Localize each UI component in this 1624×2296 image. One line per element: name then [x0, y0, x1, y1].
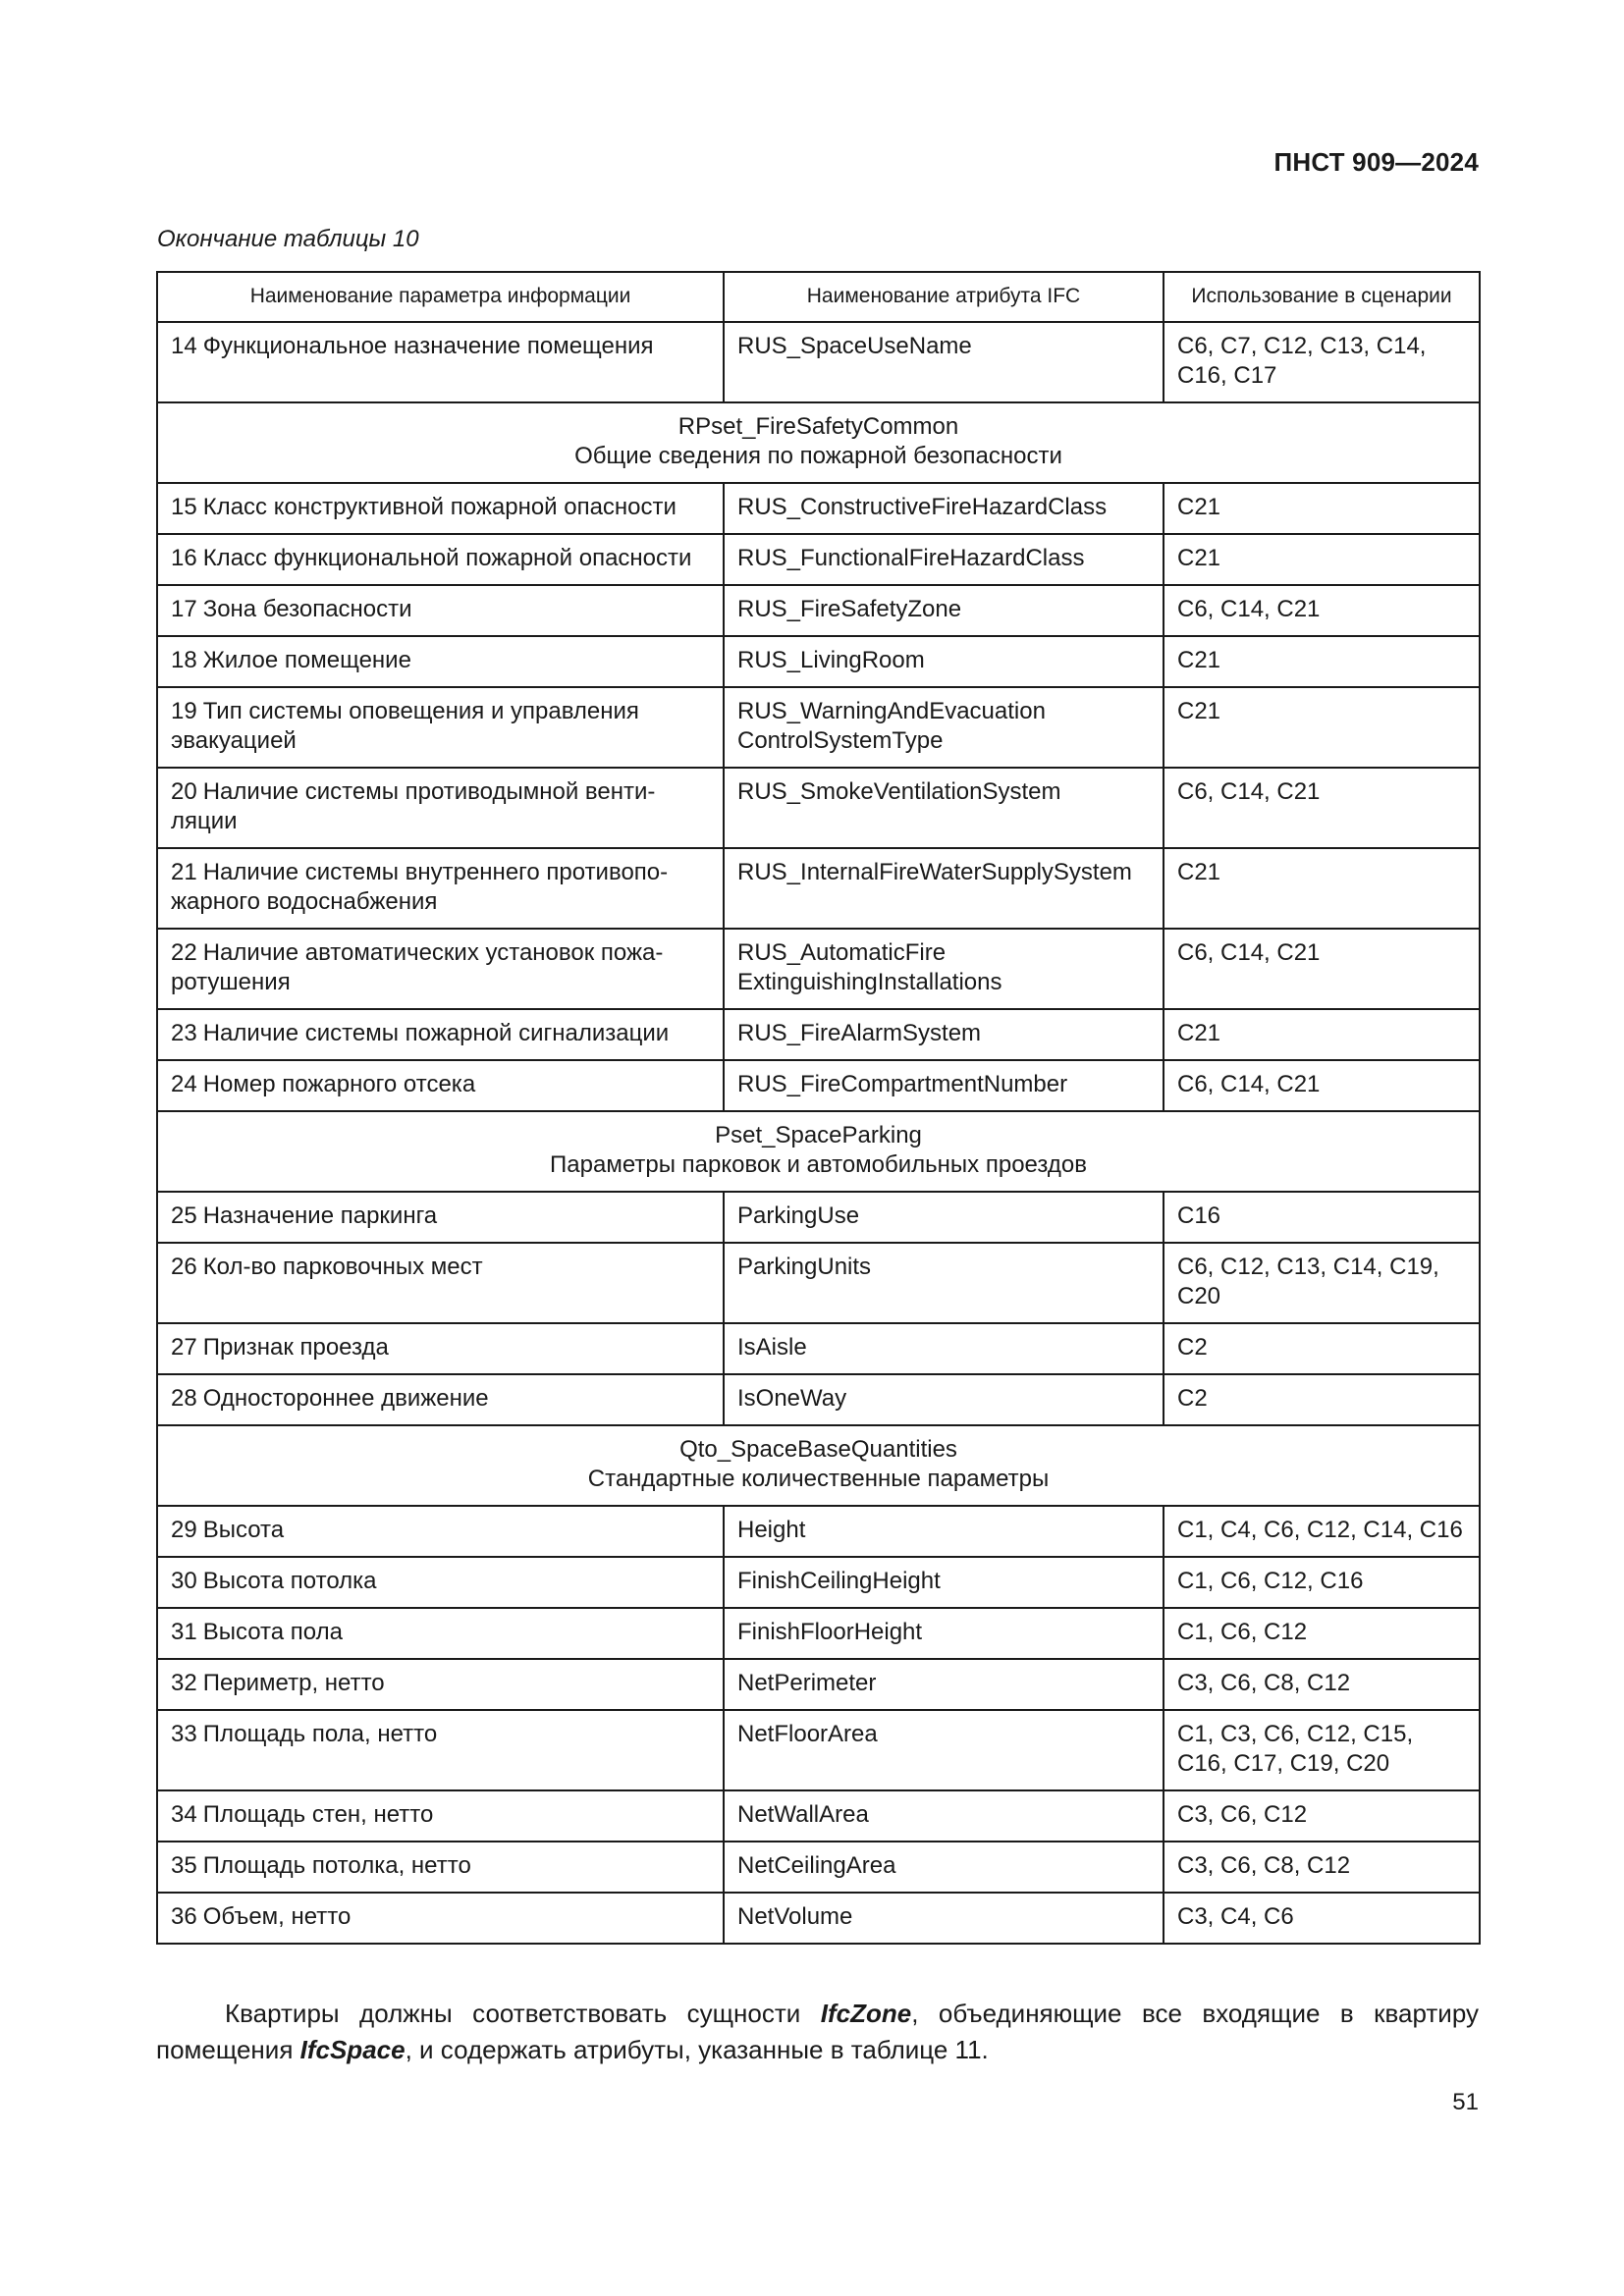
ifc-attribute-cell: RUS_InternalFireWaterSupplySystem	[724, 848, 1164, 929]
param-name-cell	[157, 1557, 724, 1608]
table-row	[157, 636, 1480, 687]
param-name-cell	[157, 1009, 724, 1060]
row-number: 19	[171, 698, 197, 724]
ifc-attribute-cell: NetCeilingArea	[724, 1842, 1164, 1893]
param-name: Высота	[202, 1517, 285, 1543]
row-number: 20	[171, 778, 197, 805]
section-title: Qto_SpaceBaseQuantities	[679, 1436, 957, 1463]
table-row	[157, 1060, 1480, 1111]
section-row	[157, 1111, 1480, 1192]
ifc-attribute-cell: RUS_FireSafetyZone	[724, 585, 1164, 636]
scenario-usage-cell: С1, С3, С6, С12, С15, С16, С17, С19, С20	[1164, 1710, 1480, 1790]
param-name: Объем, нетто	[202, 1903, 352, 1930]
param-name: Высота пола	[202, 1619, 343, 1645]
header-ifc-attribute: Наименование атрибута IFC	[724, 272, 1164, 322]
param-name: Тип системы оповещения и управления эвакуацией	[171, 698, 639, 754]
row-number: 27	[171, 1334, 197, 1361]
param-name: Класс конструктивной пожарной опасности	[202, 494, 677, 520]
table-row	[157, 322, 1480, 402]
param-name-cell	[157, 768, 724, 848]
ifc-attribute-cell: FinishFloorHeight	[724, 1608, 1164, 1659]
row-number: 36	[171, 1903, 197, 1930]
scenario-usage-cell: С21	[1164, 687, 1480, 768]
scenario-usage-cell: С21	[1164, 636, 1480, 687]
scenario-usage-cell: С3, С6, С8, С12	[1164, 1659, 1480, 1710]
scenario-usage-cell: С6, С14, С21	[1164, 585, 1480, 636]
scenario-usage-cell: С16	[1164, 1192, 1480, 1243]
param-name-cell	[157, 534, 724, 585]
row-number: 17	[171, 596, 197, 622]
table-row	[157, 1243, 1480, 1323]
scenario-usage-cell: С6, С12, С13, С14, С19, С20	[1164, 1243, 1480, 1323]
document-code: ПНСТ 909—2024	[1273, 147, 1479, 177]
ifc-attribute-cell: Height	[724, 1506, 1164, 1557]
row-number: 15	[171, 494, 197, 520]
table-header-row	[157, 272, 1480, 322]
table-row	[157, 1710, 1480, 1790]
ifc-attribute-cell: RUS_SpaceUseName	[724, 322, 1164, 402]
section-subtitle: Параметры парковок и автомобильных проездов	[550, 1151, 1087, 1178]
section-row	[157, 1425, 1480, 1506]
section-title: RPset_FireSafetyCommon	[677, 413, 959, 440]
param-name-cell	[157, 929, 724, 1009]
param-name-cell	[157, 1608, 724, 1659]
table-row	[157, 585, 1480, 636]
scenario-usage-cell: С1, С6, С12, С16	[1164, 1557, 1480, 1608]
section-header	[157, 1111, 1480, 1192]
param-name-cell	[157, 1192, 724, 1243]
page-number: 51	[1452, 2089, 1479, 2115]
table-row	[157, 768, 1480, 848]
row-number: 28	[171, 1385, 197, 1412]
ifc-attribute-cell: RUS_SmokeVentilationSystem	[724, 768, 1164, 848]
row-number: 26	[171, 1254, 197, 1280]
row-number: 29	[171, 1517, 197, 1543]
param-name-cell	[157, 848, 724, 929]
row-number: 22	[171, 939, 197, 966]
section-title: Pset_SpaceParking	[715, 1122, 922, 1148]
paragraph-text-3: , и содержать атрибуты, указанные в таблице 11.	[405, 2035, 989, 2064]
scenario-usage-cell: С6, С14, С21	[1164, 768, 1480, 848]
ifc-attribute-cell: NetPerimeter	[724, 1659, 1164, 1710]
ifc-attribute-cell: ParkingUnits	[724, 1243, 1164, 1323]
param-name-cell	[157, 636, 724, 687]
section-subtitle: Стандартные количественные параметры	[587, 1466, 1050, 1492]
param-name: Наличие системы пожарной сигнализации	[202, 1020, 670, 1046]
ifc-attribute-cell: IsAisle	[724, 1323, 1164, 1374]
row-number: 14	[171, 333, 197, 359]
param-name: Наличие автоматических установок пожаротушения	[171, 939, 664, 995]
scenario-usage-cell: С21	[1164, 534, 1480, 585]
parameters-table	[156, 271, 1481, 1945]
param-name: Назначение паркинга	[202, 1202, 438, 1229]
row-number: 25	[171, 1202, 197, 1229]
table-row	[157, 1790, 1480, 1842]
table-row	[157, 687, 1480, 768]
table-row	[157, 1659, 1480, 1710]
param-name-cell	[157, 1506, 724, 1557]
param-name: Функциональное назначение помещения	[202, 333, 654, 359]
table-row	[157, 1009, 1480, 1060]
param-name: Зона безопасности	[202, 596, 412, 622]
param-name-cell	[157, 1710, 724, 1790]
param-name: Номер пожарного отсека	[202, 1071, 476, 1097]
scenario-usage-cell: С2	[1164, 1323, 1480, 1374]
param-name-cell	[157, 1243, 724, 1323]
table-row	[157, 1374, 1480, 1425]
param-name-cell	[157, 1060, 724, 1111]
ifc-attribute-cell: RUS_ConstructiveFireHazardClass	[724, 483, 1164, 534]
ifc-attribute-cell: RUS_FireCompartmentNumber	[724, 1060, 1164, 1111]
table-row	[157, 1557, 1480, 1608]
param-name-cell	[157, 585, 724, 636]
scenario-usage-cell: С3, С4, С6	[1164, 1893, 1480, 1944]
table-caption: Окончание таблицы 10	[157, 226, 419, 252]
body-paragraph	[156, 1996, 1479, 2068]
table-row	[157, 1192, 1480, 1243]
ifc-attribute-cell: RUS_FunctionalFireHazardClass	[724, 534, 1164, 585]
ifc-attribute-cell: FinishCeilingHeight	[724, 1557, 1164, 1608]
param-name-cell	[157, 1374, 724, 1425]
param-name: Площадь потолка, нетто	[202, 1852, 471, 1879]
entity-ifczone: IfcZone	[820, 1999, 912, 2028]
row-number: 24	[171, 1071, 197, 1097]
table-row	[157, 534, 1480, 585]
param-name: Площадь стен, нетто	[202, 1801, 434, 1828]
param-name-cell	[157, 1893, 724, 1944]
ifc-attribute-cell: NetWallArea	[724, 1790, 1164, 1842]
entity-ifcspace: IfcSpace	[299, 2035, 406, 2064]
param-name: Признак проезда	[202, 1334, 389, 1361]
scenario-usage-cell: С21	[1164, 848, 1480, 929]
section-row	[157, 402, 1480, 483]
table-row	[157, 1842, 1480, 1893]
paragraph-text-2: , объединяющие все входящие в квартиру помещения	[156, 1999, 1479, 2064]
table-row	[157, 483, 1480, 534]
row-number: 32	[171, 1670, 197, 1696]
row-number: 30	[171, 1568, 197, 1594]
table-row	[157, 1893, 1480, 1944]
ifc-attribute-cell: RUS_LivingRoom	[724, 636, 1164, 687]
param-name-cell	[157, 687, 724, 768]
paragraph-text-1: Квартиры должны соответствовать сущности	[225, 1999, 821, 2028]
scenario-usage-cell: С21	[1164, 1009, 1480, 1060]
param-name-cell	[157, 483, 724, 534]
param-name: Кол-во парковочных мест	[202, 1254, 483, 1280]
param-name: Наличие системы противодымной вентиляции	[171, 778, 656, 834]
row-number: 16	[171, 545, 197, 571]
table-row	[157, 1608, 1480, 1659]
param-name-cell	[157, 1842, 724, 1893]
ifc-attribute-cell: NetFloorArea	[724, 1710, 1164, 1790]
param-name: Класс функциональной пожарной опасности	[202, 545, 692, 571]
ifc-attribute-cell: ParkingUse	[724, 1192, 1164, 1243]
row-number: 31	[171, 1619, 197, 1645]
ifc-attribute-cell: RUS_AutomaticFire ExtinguishingInstallations	[724, 929, 1164, 1009]
param-name: Площадь пола, нетто	[202, 1721, 438, 1747]
scenario-usage-cell: С6, С14, С21	[1164, 929, 1480, 1009]
header-scenario-usage: Использование в сценарии	[1164, 272, 1480, 322]
param-name: Наличие системы внутреннего противопожарного водоснабжения	[171, 859, 669, 915]
row-number: 34	[171, 1801, 197, 1828]
table-body	[157, 322, 1480, 1944]
param-name-cell	[157, 322, 724, 402]
row-number: 18	[171, 647, 197, 673]
table-row	[157, 929, 1480, 1009]
section-header	[157, 402, 1480, 483]
scenario-usage-cell: С1, С6, С12	[1164, 1608, 1480, 1659]
scenario-usage-cell: С3, С6, С12	[1164, 1790, 1480, 1842]
param-name: Периметр, нетто	[202, 1670, 385, 1696]
section-header	[157, 1425, 1480, 1506]
param-name-cell	[157, 1323, 724, 1374]
ifc-attribute-cell: NetVolume	[724, 1893, 1164, 1944]
section-subtitle: Общие сведения по пожарной безопасности	[574, 443, 1062, 469]
param-name: Одностороннее движение	[202, 1385, 489, 1412]
table-row	[157, 848, 1480, 929]
scenario-usage-cell: С3, С6, С8, С12	[1164, 1842, 1480, 1893]
table-row	[157, 1323, 1480, 1374]
param-name: Жилое помещение	[202, 647, 411, 673]
ifc-attribute-cell: RUS_FireAlarmSystem	[724, 1009, 1164, 1060]
scenario-usage-cell: С2	[1164, 1374, 1480, 1425]
table-row	[157, 1506, 1480, 1557]
header-param-name: Наименование параметра информации	[157, 272, 724, 322]
scenario-usage-cell: С1, С4, С6, С12, С14, С16	[1164, 1506, 1480, 1557]
row-number: 35	[171, 1852, 197, 1879]
scenario-usage-cell: С6, С7, С12, С13, С14, С16, С17	[1164, 322, 1480, 402]
row-number: 23	[171, 1020, 197, 1046]
scenario-usage-cell: С6, С14, С21	[1164, 1060, 1480, 1111]
ifc-attribute-cell: RUS_WarningAndEvacuation ControlSystemType	[724, 687, 1164, 768]
row-number: 33	[171, 1721, 197, 1747]
scenario-usage-cell: С21	[1164, 483, 1480, 534]
row-number: 21	[171, 859, 197, 885]
ifc-attribute-cell: IsOneWay	[724, 1374, 1164, 1425]
param-name-cell	[157, 1790, 724, 1842]
param-name: Высота потолка	[202, 1568, 377, 1594]
param-name-cell	[157, 1659, 724, 1710]
